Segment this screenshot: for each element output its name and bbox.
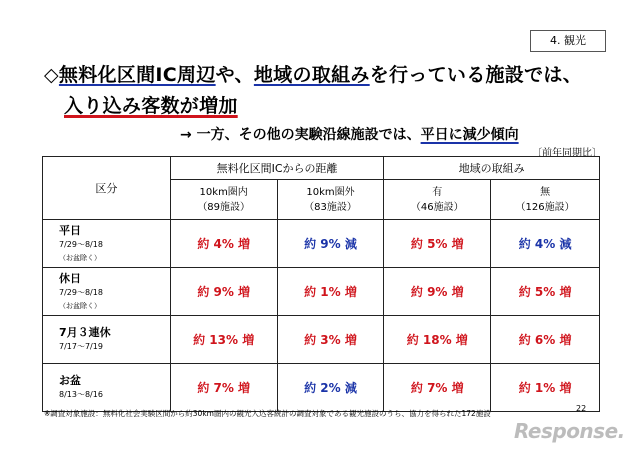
value-cell: 約 3% 増 [277, 316, 384, 364]
table-row [43, 220, 600, 268]
value-cell: 約 1% 増 [491, 364, 600, 412]
value-cell: 約 7% 増 [170, 364, 277, 412]
value-cell: 約 2% 減 [277, 364, 384, 412]
subheadline-weekday-decrease: 平日に減少傾向 [420, 127, 519, 143]
headline-tail: を行っている施設では、 [369, 64, 582, 86]
headline-line2 [64, 91, 238, 118]
row-label: 休日 7/29〜8/18 （お盆除く） [43, 268, 171, 316]
subheadline [180, 124, 519, 144]
col-header: 有 （46施設） [384, 180, 491, 220]
headline-line1 [44, 60, 582, 87]
table-row [43, 316, 600, 364]
headline-ic-area: 無料化区間IC周辺 [58, 64, 216, 86]
col-header: 10km圏外 （83施設） [277, 180, 384, 220]
value-cell: 約 5% 増 [384, 220, 491, 268]
visitor-change-table [42, 156, 600, 412]
row-label: お盆 8/13〜8/16 [43, 364, 171, 412]
diamond-bullet-icon: ◇ [44, 64, 59, 86]
value-cell: 約 6% 増 [491, 316, 600, 364]
col-header: 無 （126施設） [491, 180, 600, 220]
row-label: 平日 7/29〜8/18 （お盆除く） [43, 220, 171, 268]
value-cell: 約 5% 増 [491, 268, 600, 316]
value-cell: 約 9% 減 [277, 220, 384, 268]
headline-local-efforts: 地域の取組み [253, 64, 370, 86]
row-label: 7月３連休 7/17〜7/19 [43, 316, 171, 364]
value-cell: 約 13% 増 [170, 316, 277, 364]
table-header-row [43, 157, 600, 180]
headline-increase: 入り込み客数が増加 [64, 95, 238, 117]
value-cell: 約 4% 増 [170, 220, 277, 268]
value-cell: 約 4% 減 [491, 220, 600, 268]
headline-connector: や、 [215, 64, 254, 86]
group-local-header: 地域の取組み [384, 157, 600, 180]
col-category-header: 区分 [43, 157, 171, 220]
col-header: 10km圏内 （89施設） [170, 180, 277, 220]
table-row [43, 364, 600, 412]
value-cell: 約 9% 増 [170, 268, 277, 316]
comparison-note: 〔前年同期比〕 [532, 148, 602, 159]
value-cell: 約 1% 増 [277, 268, 384, 316]
group-distance-header: 無料化区間ICからの距離 [170, 157, 384, 180]
footnote: ※調査対象施設：無料化社会実験区間から約30km圏内の観光入込客統計の調査対象である観光施設のうち、協力を得られた172施設 [44, 409, 491, 418]
subheadline-text: → 一方、その他の実験沿線施設では、 [180, 127, 421, 143]
section-badge: 4. 観光 [530, 30, 606, 52]
table-row [43, 268, 600, 316]
value-cell: 約 7% 増 [384, 364, 491, 412]
value-cell: 約 18% 増 [384, 316, 491, 364]
page-number: 22 [576, 404, 587, 413]
response-watermark-logo: Response. [514, 419, 625, 443]
value-cell: 約 9% 増 [384, 268, 491, 316]
